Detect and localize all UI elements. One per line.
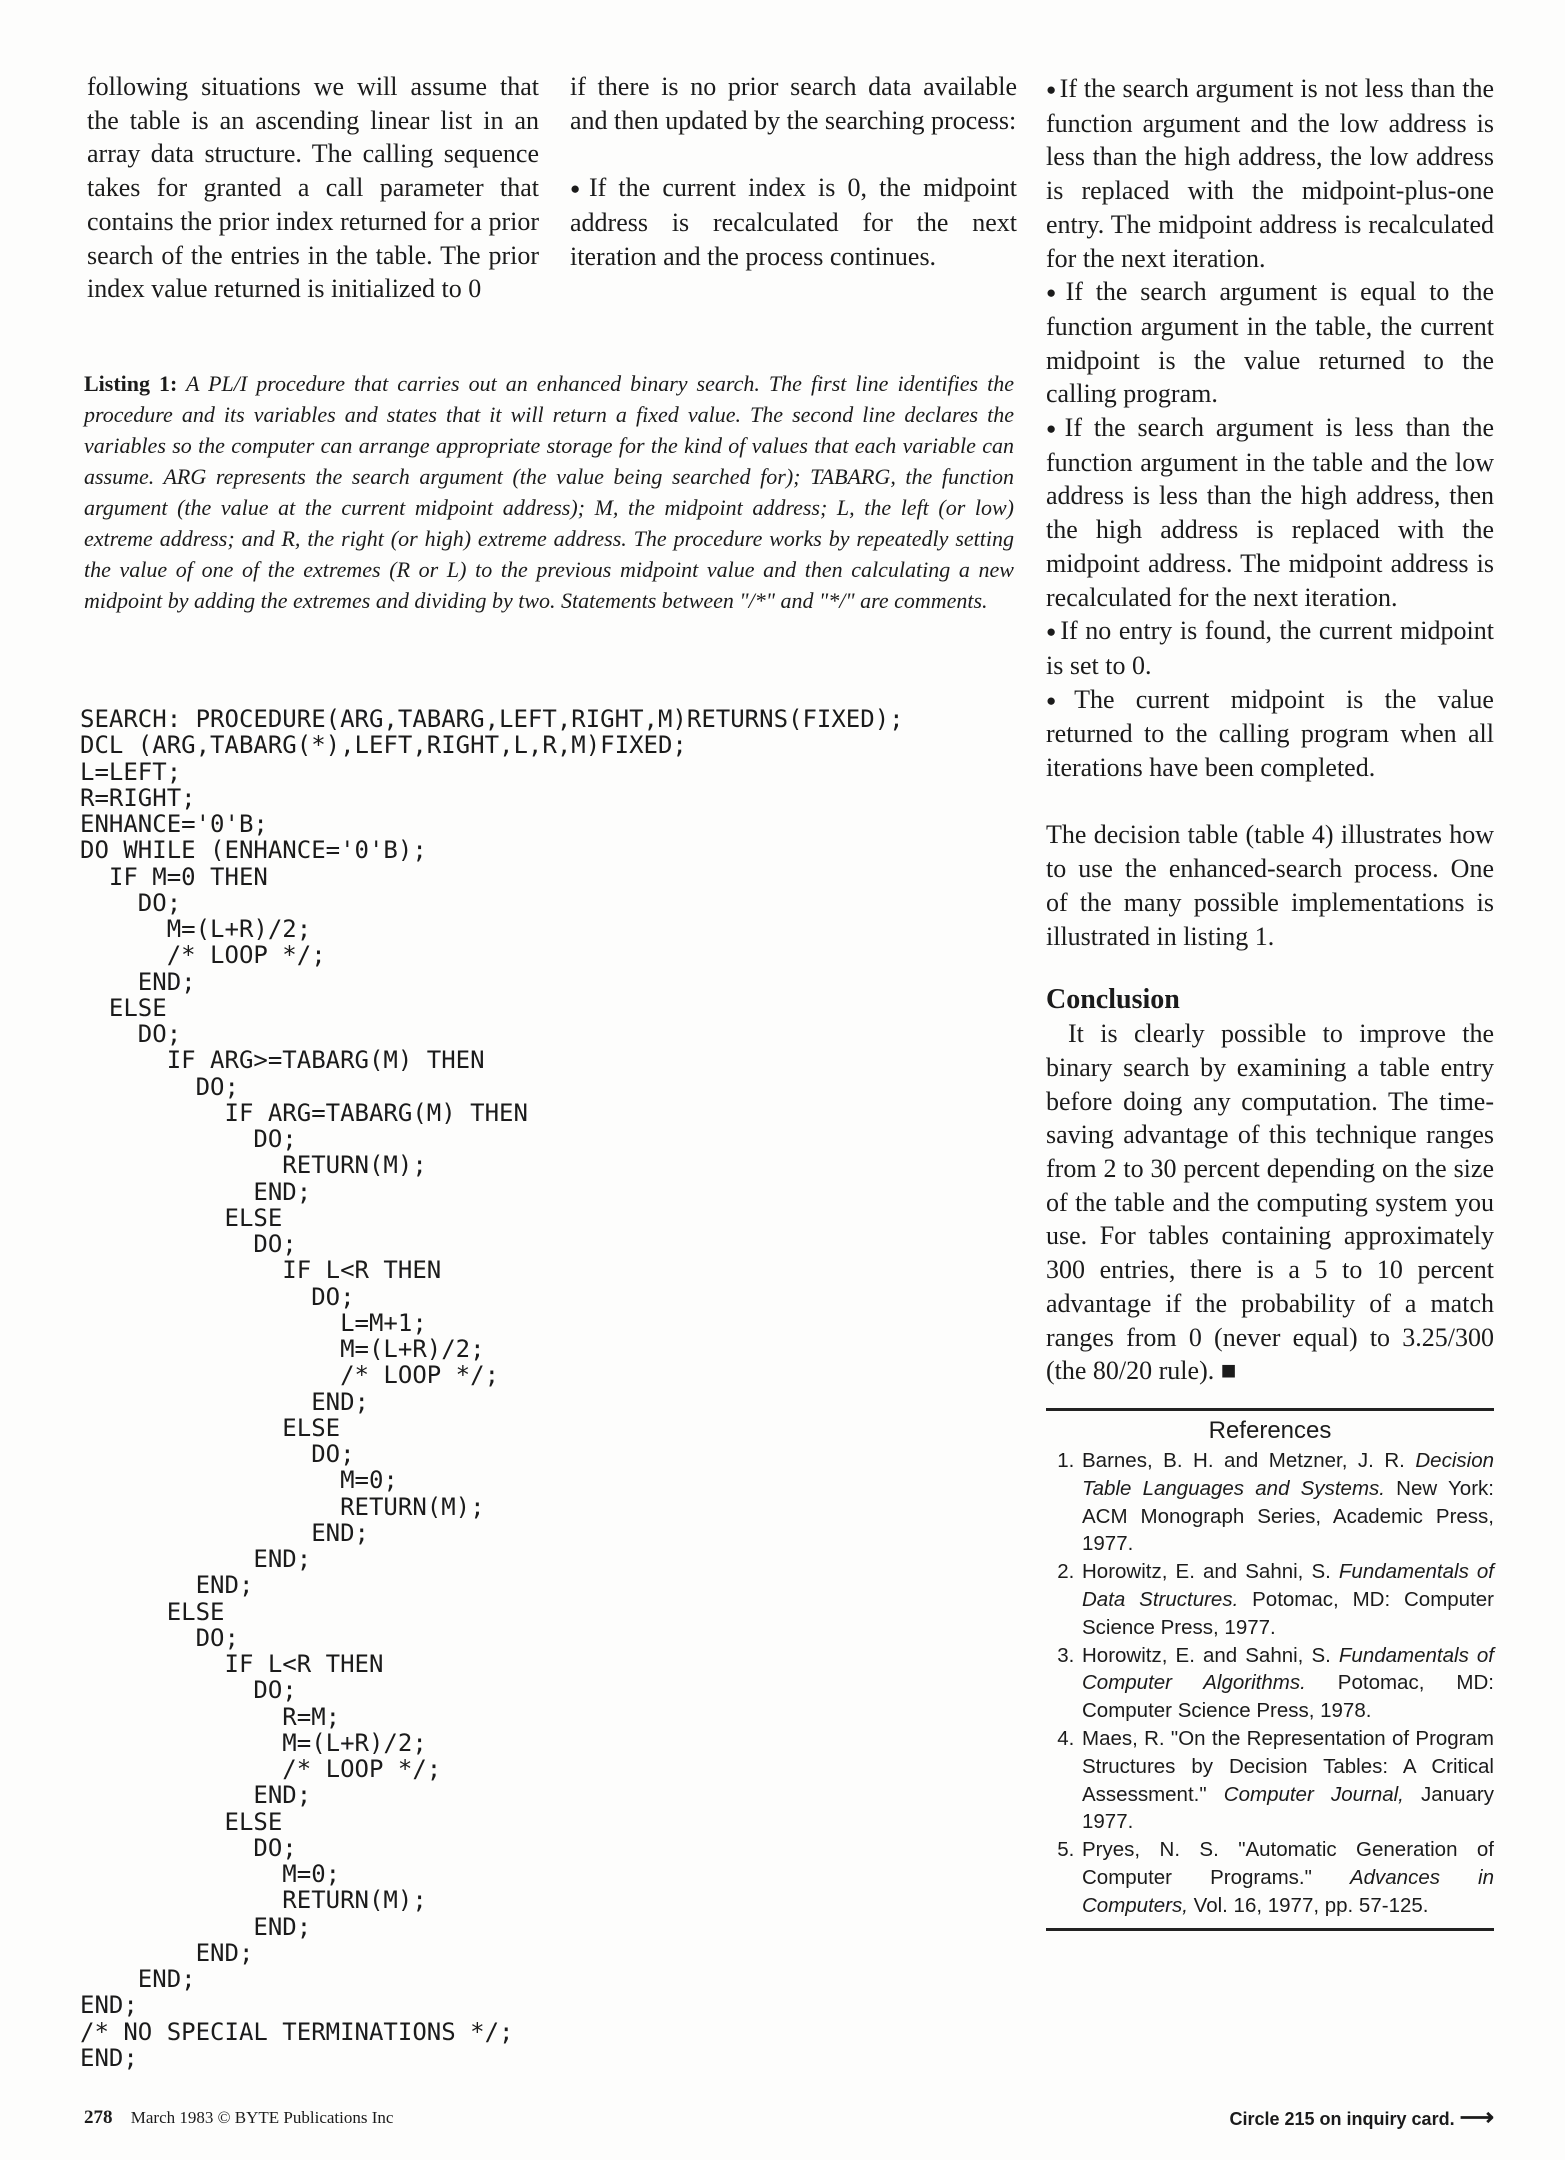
reference-rest: January 1977. [1082, 1782, 1494, 1834]
references-list [1046, 1447, 1494, 1920]
listing-label: Listing 1: [84, 371, 178, 396]
bullet-item: ● If the search argument is less than the function argument in the table and the low address is less than the high address, then the high address is replaced with the midpoint address. The midpoint address is recalculated for the next iteration. [1046, 411, 1494, 614]
page-number: 278 [84, 2107, 113, 2128]
left-column [87, 70, 539, 306]
references-box [1046, 1408, 1494, 1931]
reference-item [1080, 1642, 1494, 1725]
right-column [1046, 72, 1494, 1931]
inquiry-note [1229, 2105, 1494, 2132]
reference-item [1080, 1836, 1494, 1919]
divider [1046, 1928, 1494, 1931]
reference-plain: Horowitz, E. and Sahni, S. [1082, 1643, 1339, 1667]
bullet-item: ● If the current index is 0, the midpoint address is recalculated for the next iteration and the process continues. [570, 171, 1017, 273]
reference-item [1080, 1447, 1494, 1558]
divider [1046, 1408, 1494, 1411]
reference-italic: Fundamentals of Data Structures. [1082, 1560, 1494, 1611]
reference-item [1080, 1558, 1494, 1641]
reference-rest: Vol. 16, 1977, pp. 57-125. [1187, 1893, 1429, 1917]
inquiry-text: Circle 215 on inquiry card. [1229, 2109, 1455, 2129]
reference-rest: Potomac, MD: Computer Science Press, 1978. [1082, 1671, 1494, 1723]
references-title: References [1208, 1417, 1332, 1444]
body-paragraph: if there is no prior search data available and then updated by the searching process: [570, 72, 1017, 135]
caption-text: A PL/I procedure that carries out an enhanced binary search. The first line identifies the procedure and its variables and states that it will return a fixed value. The second line declares the variables so the computer can arrange appropriate storage for the kind of values that each variable can assume. ARG represents the search argument (the value being searched for); TABARG, the function argument (the value at the current midpoint address); M, the midpoint address; L, the left (or low) extreme address; and R, the right (or high) extreme address. The procedure works by repeatedly setting the value of one of the extremes (R or L) to the previous midpoint value and then calculating a new midpoint by adding the extremes and dividing by two. Statements between "/*" and "*/" are comments. [84, 371, 1014, 613]
bullet-item: ● If no entry is found, the current midpoint is set to 0. [1046, 614, 1494, 682]
section-heading: Conclusion [1046, 984, 1180, 1016]
middle-column [570, 70, 1017, 273]
body-paragraph: The decision table (table 4) illustrates how to use the enhanced-search process. One of the many possible implementations is illustrated in listing 1. [1046, 820, 1494, 951]
reference-italic: Computer Journal, [1223, 1782, 1404, 1806]
reference-plain: Barnes, B. H. and Metzner, J. R. [1082, 1449, 1416, 1472]
bullet-item: ● The current midpoint is the value returned to the calling program when all iterations have been completed. [1046, 683, 1494, 785]
issue-info: March 1983 © BYTE Publications Inc [130, 2108, 394, 2127]
reference-rest: New York: ACM Monograph Series, Academic Press, 1977. [1082, 1476, 1494, 1556]
body-paragraph: It is clearly possible to improve the binary search by examining a table entry before doing any computation. The time-saving advantage of this technique ranges from 2 to 30 percent depending on the size of the table and the computing system you use. For tables containing approximately 300 entries, there is a 5 to 10 percent advantage if the probability of a match ranges from 0 (never equal) to 3.25/300 (the 80/20 rule). ■ [1046, 1019, 1494, 1386]
reference-italic: Decision Table Languages and Systems. [1082, 1449, 1494, 1500]
reference-plain: Horowitz, E. and Sahni, S. [1082, 1560, 1339, 1584]
page-footer [84, 2105, 1494, 2131]
body-paragraph: following situations we will assume that the table is an ascending linear list in an array data structure. The calling sequence takes for granted a call parameter that contains the prior index returned for a prior search of the entries in the table. The prior index value returned is initialized to 0 [87, 72, 539, 304]
reference-italic: Fundamentals of Computer Algorithms. [1082, 1643, 1494, 1695]
bullet-item: ● If the search argument is equal to the function argument in the table, the current midpoint is the value returned to the calling program. [1046, 275, 1494, 411]
code-listing: SEARCH: PROCEDURE(ARG,TABARG,LEFT,RIGHT,M)RETURNS(FIXED); DCL (ARG,TABARG(*),LEFT,RIGHT,L,R,M)FIXED; L=LEFT; R=RIGHT; ENHANCE='0'B; DO WHILE (ENHANCE='0'B); IF M=0 THEN DO; M=(L+R)/2; /* LOOP */; END; ELSE DO; IF ARG>=TABARG(M) THEN DO; IF ARG=TABARG(M) THEN DO; RETURN(M); END; ELSE DO; IF L<R THEN DO; L=M+1; M=(L+R)/2; /* LOOP */; END; ELSE DO; M=0; RETURN(M); END; END; END; ELSE DO; IF L<R THEN DO; R=M; M=(L+R)/2; /* LOOP */; END; ELSE DO; M=0; RETURN(M); END; END; END; END; /* NO SPECIAL TERMINATIONS */; END; [80, 705, 904, 2072]
reference-italic: Advances in Computers, [1082, 1865, 1494, 1917]
reference-rest: Potomac, MD: Computer Science Press, 1977. [1082, 1587, 1495, 1639]
reference-plain: Maes, R. "On the Representation of Program Structures by Decision Tables: A Critical Assessment." [1082, 1726, 1494, 1806]
arrow-right-icon: ⟶ [1459, 2104, 1494, 2131]
reference-item [1080, 1725, 1494, 1836]
listing-caption [84, 368, 1014, 616]
bullet-item: ● If the search argument is not less than the function argument and the low address is less than the high address, the low address is replaced with the midpoint-plus-one entry. The midpoint address is recalculated for the next iteration. [1046, 72, 1494, 275]
reference-plain: Pryes, N. S. "Automatic Generation of Computer Programs." [1082, 1838, 1494, 1889]
